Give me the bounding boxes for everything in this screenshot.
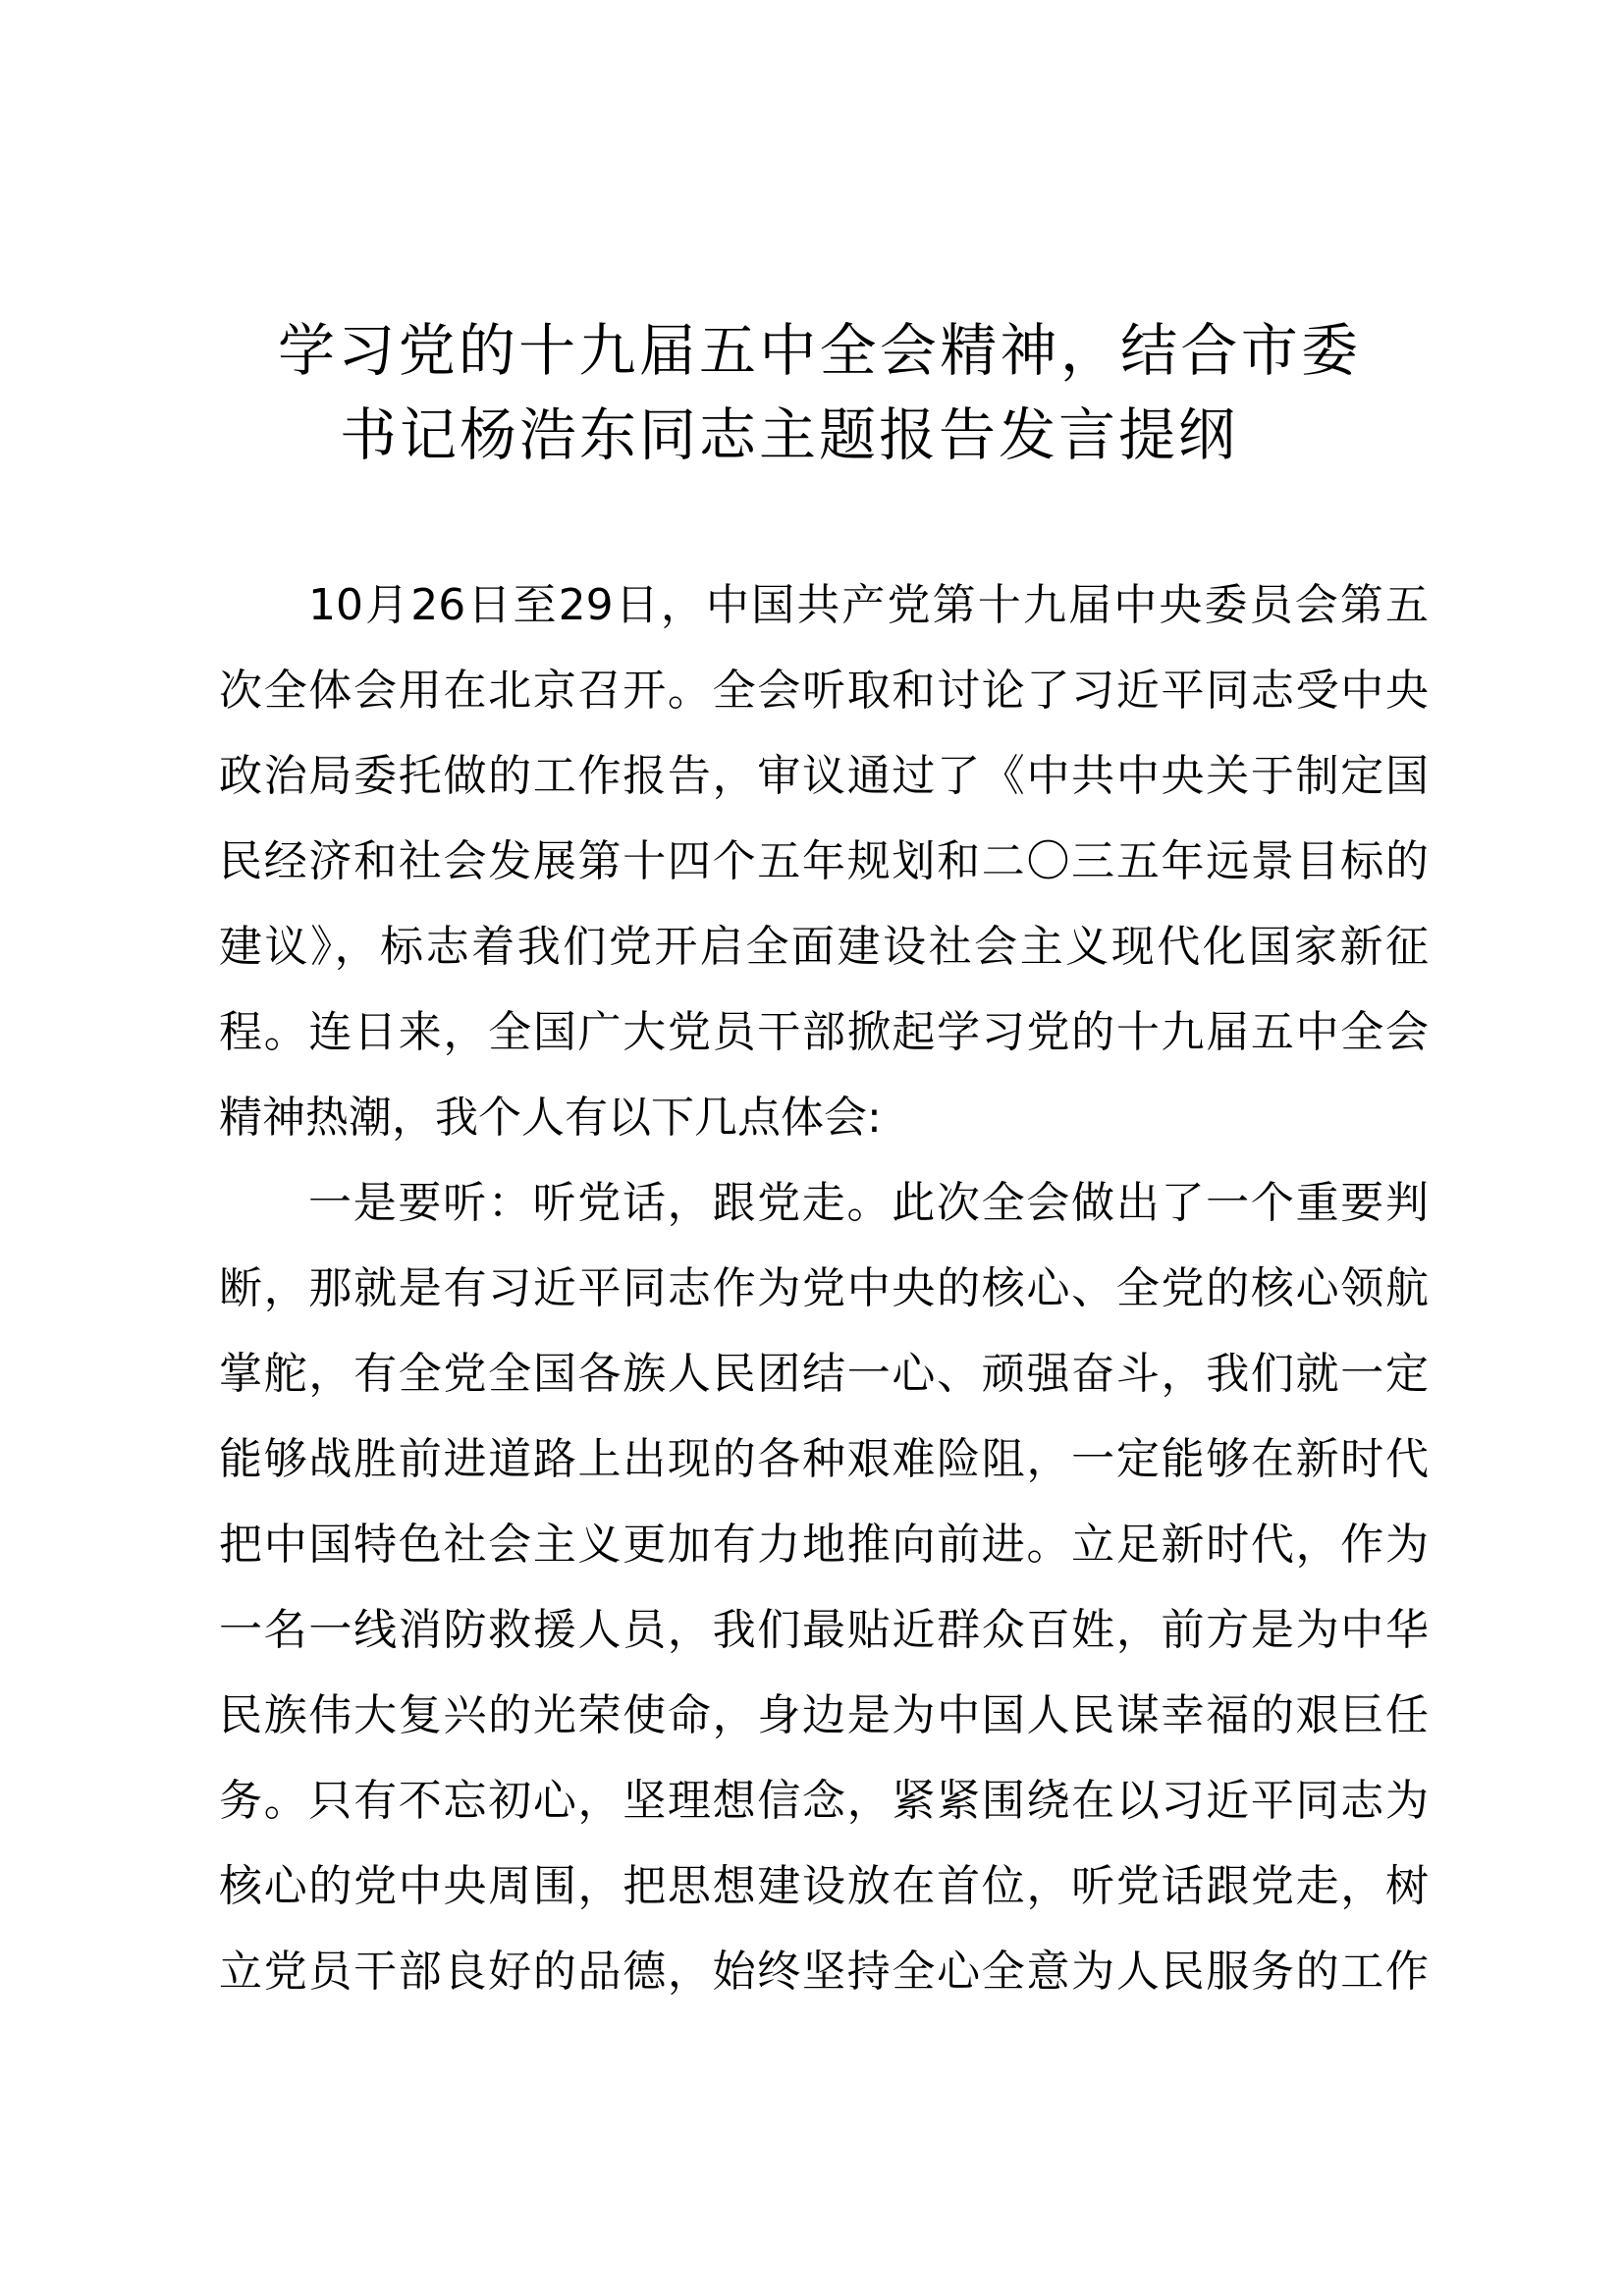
text-line: 精神热潮，我个人有以下几点体会: [219, 1093, 882, 1143]
text-line: 立党员干部良好的品德，始终坚持全心全意为人民服务的工作 [219, 1947, 1429, 1997]
title-line-2: 书记杨浩东同志主题报告发言提纲 [340, 401, 1235, 468]
text-line: 一是要听：听党话，跟党走。此次全会做出了一个重要判 [308, 1178, 1429, 1228]
text-line: 10月26日至29日，中国共产党第十九届中央委员会第五 [308, 580, 1429, 630]
text-line: 民经济和社会发展第十四个五年规划和二〇三五年远景目标的 [219, 836, 1429, 886]
text-line: 程。连日来，全国广大党员干部掀起学习党的十九届五中全会 [219, 1007, 1429, 1057]
text-line: 民族伟大复兴的光荣使命，身边是为中国人民谋幸福的艰巨任 [219, 1690, 1429, 1740]
text-line: 核心的党中央周围，把思想建设放在首位，听党话跟党走，树 [219, 1861, 1429, 1911]
text-line: 建议》，标志着我们党开启全面建设社会主义现代化国家新征 [219, 922, 1429, 972]
text-line: 能够战胜前进道路上出现的各种艰难险阻，一定能够在新时代 [219, 1434, 1429, 1484]
text-line: 次全体会用在北京召开。全会听取和讨论了习近平同志受中央 [219, 666, 1429, 716]
text-line: 一名一线消防救援人员，我们最贴近群众百姓，前方是为中华 [219, 1605, 1429, 1655]
text-line: 掌舵，有全党全国各族人民团结一心、顽强奋斗，我们就一定 [219, 1349, 1429, 1399]
text-line: 政治局委托做的工作报告，审议通过了《中共中央关于制定国 [219, 751, 1429, 801]
title-line-1: 学习党的十九届五中全会精神，结合市委 [278, 317, 1358, 384]
text-line: 把中国特色社会主义更加有力地推向前进。立足新时代，作为 [219, 1520, 1429, 1570]
text-line: 务。只有不忘初心，坚理想信念，紧紧围绕在以习近平同志为 [219, 1776, 1429, 1826]
text-line: 断，那就是有习近平同志作为党中央的核心、全党的核心领航 [219, 1263, 1429, 1313]
